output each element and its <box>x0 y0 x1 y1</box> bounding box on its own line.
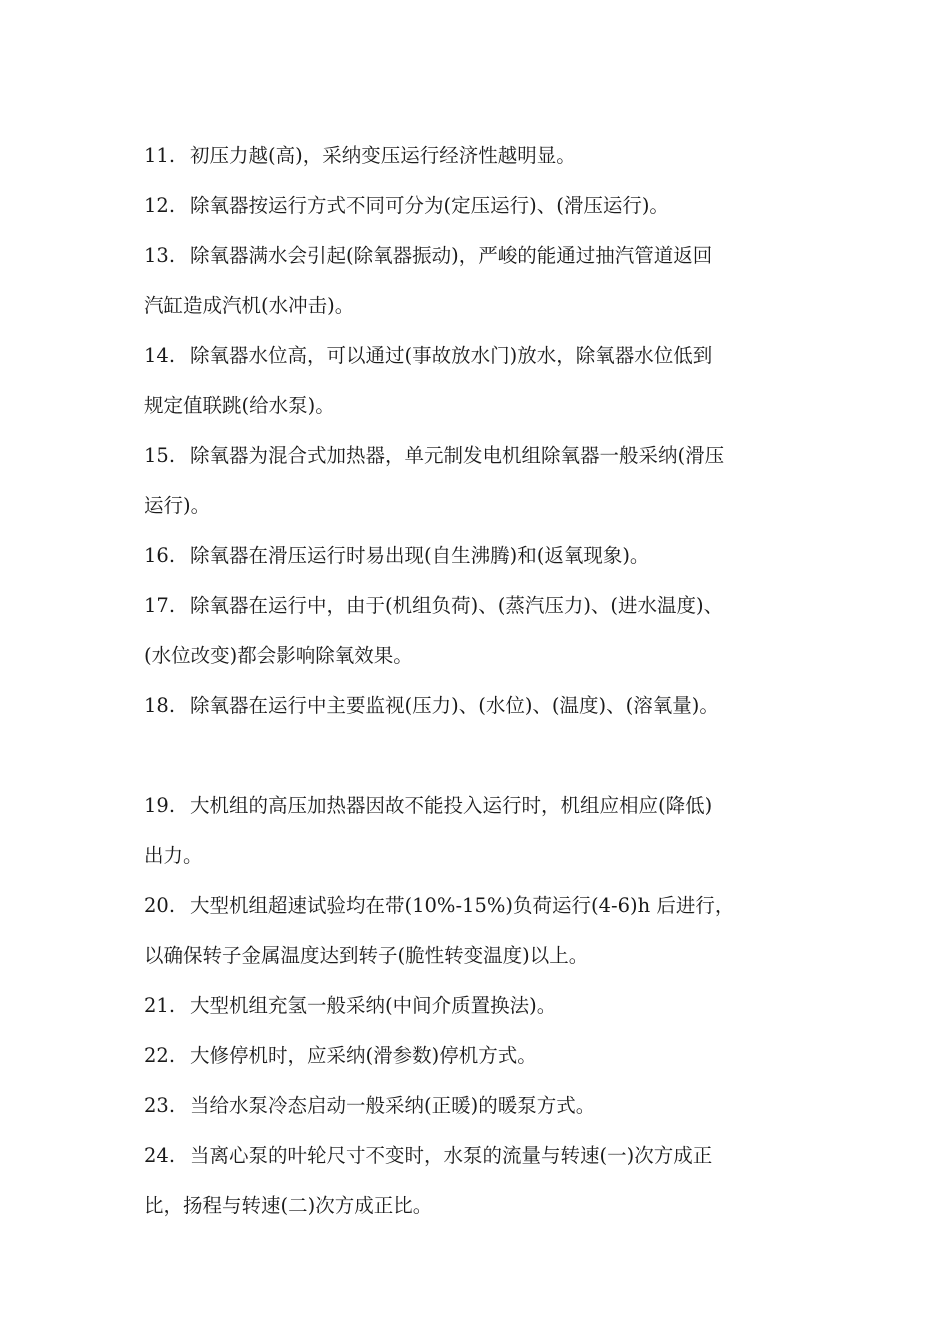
item-11-line-1 <box>144 131 824 181</box>
item-number: 21. <box>144 994 176 1017</box>
item-14-line-1 <box>144 331 824 381</box>
item-text: 初压力越(高)，采纳变压运行经济性越明显。 <box>190 144 576 167</box>
item-text: 除氧器为混合式加热器，单元制发电机组除氧器一般采纳(滑压 <box>190 444 725 467</box>
item-23-line-1 <box>144 1081 824 1131</box>
item-21-line-1 <box>144 981 824 1031</box>
item-20-line-2: 以确保转子金属温度达到转子(脆性转变温度)以上。 <box>144 944 589 967</box>
item-number: 22. <box>144 1044 176 1067</box>
item-number: 16. <box>144 544 176 567</box>
item-13-line-2: 汽缸造成汽机(水冲击)。 <box>144 294 355 317</box>
item-20-line-1 <box>144 881 824 931</box>
item-24-line-1 <box>144 1131 824 1181</box>
item-17-line-2: (水位改变)都会影响除氧效果。 <box>144 644 413 667</box>
item-16-line-1 <box>144 531 824 581</box>
item-number: 14. <box>144 344 176 367</box>
item-number: 24. <box>144 1144 176 1167</box>
item-text: 大型机组充氢一般采纳(中间介质置换法)。 <box>190 994 557 1017</box>
item-text: 除氧器在滑压运行时易出现(自生沸腾)和(返氧现象)。 <box>190 544 650 567</box>
item-text: 除氧器在运行中，由于(机组负荷)、(蒸汽压力)、(进水温度)、 <box>190 594 724 617</box>
item-number: 17. <box>144 594 176 617</box>
item-14-line-2: 规定值联跳(给水泵)。 <box>144 394 335 417</box>
item-text: 当给水泵冷态启动一般采纳(正暖)的暖泵方式。 <box>190 1094 596 1117</box>
item-number: 20. <box>144 894 176 917</box>
item-text: 除氧器按运行方式不同可分为(定压运行)、(滑压运行)。 <box>190 194 669 217</box>
item-number: 23. <box>144 1094 176 1117</box>
item-17-line-1 <box>144 581 824 631</box>
item-15-line-1 <box>144 431 824 481</box>
item-19-line-2: 出力。 <box>144 844 203 867</box>
item-number: 13. <box>144 244 176 267</box>
item-15-line-2: 运行)。 <box>144 494 211 517</box>
item-text: 大修停机时，应采纳(滑参数)停机方式。 <box>190 1044 537 1067</box>
item-number: 11. <box>144 144 176 167</box>
item-number: 15. <box>144 444 176 467</box>
blank-line <box>144 731 824 781</box>
item-number: 18. <box>144 694 176 717</box>
item-text: 大型机组超速试验均在带(10%-15%)负荷运行(4-6)h 后进行， <box>190 894 735 917</box>
item-22-line-1 <box>144 1031 824 1081</box>
item-number: 19. <box>144 794 176 817</box>
item-12-line-1 <box>144 181 824 231</box>
item-text: 当离心泵的叶轮尺寸不变时，水泵的流量与转速(一)次方成正 <box>190 1144 713 1167</box>
item-text: 除氧器满水会引起(除氧器振动)，严峻的能通过抽汽管道返回 <box>190 244 713 267</box>
item-19-line-1 <box>144 781 824 831</box>
document-body <box>144 131 824 1231</box>
item-text: 除氧器水位高，可以通过(事故放水门)放水，除氧器水位低到 <box>190 344 713 367</box>
item-text: 大机组的高压加热器因故不能投入运行时，机组应相应(降低) <box>190 794 713 817</box>
item-text: 除氧器在运行中主要监视(压力)、(水位)、(温度)、(溶氧量)。 <box>190 694 719 717</box>
item-13-line-1 <box>144 231 824 281</box>
item-24-line-2: 比，扬程与转速(二)次方成正比。 <box>144 1194 433 1217</box>
item-18-line-1 <box>144 681 824 731</box>
item-number: 12. <box>144 194 176 217</box>
